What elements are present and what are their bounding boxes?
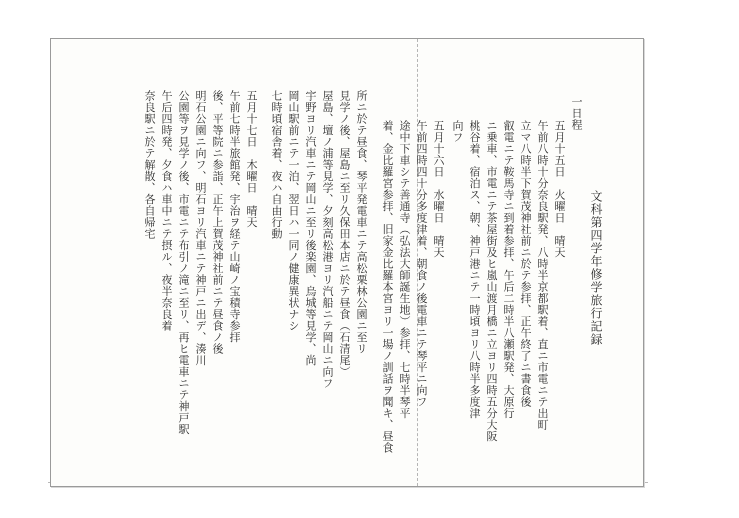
text-column: 途中下車シテ善通寺（弘法大師誕生地）参拝、七時半琴平 <box>398 120 411 419</box>
day-heading-may16: 五月十六日 水曜日 晴天 <box>432 120 445 258</box>
text-column: ニ乗車、市電ニテ茶屋街及ヒ嵐山渡月橋ニ立ヨリ四時五分大阪 <box>485 120 498 442</box>
text-column: 桃谷着、宿泊ス、朝、神戸港ニテ一時頃ヨリ八時半多度津 <box>468 120 481 419</box>
text-column: 屋島、壇ノ浦等見学、夕刻高松港ヨリ汽船ニテ岡山ニ向フ <box>321 90 334 389</box>
text-column: 着、金比羅宮参拝、旧家金比羅本宮ヨリ一場ノ訓話ヲ聞キ、昼食 <box>381 120 394 454</box>
text-column: 七時頃宿舎着、夜ハ自由行動 <box>270 90 283 240</box>
text-column: 立マ八時半下賀茂神社前ニ於テ参拝、正午終了ニ書食後 <box>519 120 532 408</box>
text-column: 岡山駅前ニテ一泊、翌日ハ一同ノ健康異状ナシ <box>287 90 300 332</box>
document-title: 文科第四学年修学旅行記録 <box>589 190 603 346</box>
day-heading-may15: 五月十五日 火曜日 晴天 <box>553 120 566 258</box>
text-column: 午后四時発、夕食ハ車中ニテ摂ル、夜半奈良着 <box>160 90 173 332</box>
text-column: 叡電ニテ鞍馬寺ニ到着参拝、午后二時半八瀬駅発、大原行 <box>502 120 515 419</box>
text-column: 向フ <box>451 120 464 143</box>
day-heading-may17: 五月十七日 木曜日 晴天 <box>245 90 258 228</box>
text-column: 午前四時四十分多度津着、朝食ノ後電車ニテ琴平ニ向フ <box>415 120 428 408</box>
text-column: 宇野ヨリ汽車ニテ岡山ニ至リ後楽園、烏城等見学、尚 <box>304 90 317 366</box>
text-column: 明石公園ニ向フ、明石ヨリ汽車ニテ神戸ニ出デ、湊川 <box>194 90 207 366</box>
text-column: 公園等ヲ見学ノ後、市電ニテ布引ノ滝ニ至リ、再ヒ電車ニテ神戸駅 <box>177 90 190 435</box>
text-column: 後、平等院ニ参詣、正午上賀茂神社前ニテ昼食ノ後 <box>211 90 224 355</box>
text-column: 所ニ於テ昼食、琴平発電車ニテ高松栗林公園ニ至リ <box>355 90 368 355</box>
text-column: 午前七時半旅館発、宇治ヲ経テ山崎ノ宝積寺参拝 <box>228 90 241 343</box>
text-column: 見学ノ後、屋島ニ至リ久保田本店ニ於テ昼食（石清尾） <box>338 90 351 378</box>
section-heading-schedule: 一日程 <box>570 96 583 131</box>
text-column: 奈良駅ニ於テ解散、各自帰宅 <box>143 90 156 240</box>
text-column: 午前八時十分奈良駅発、八時半京都駅着、直ニ市電ニテ出町 <box>536 120 549 431</box>
